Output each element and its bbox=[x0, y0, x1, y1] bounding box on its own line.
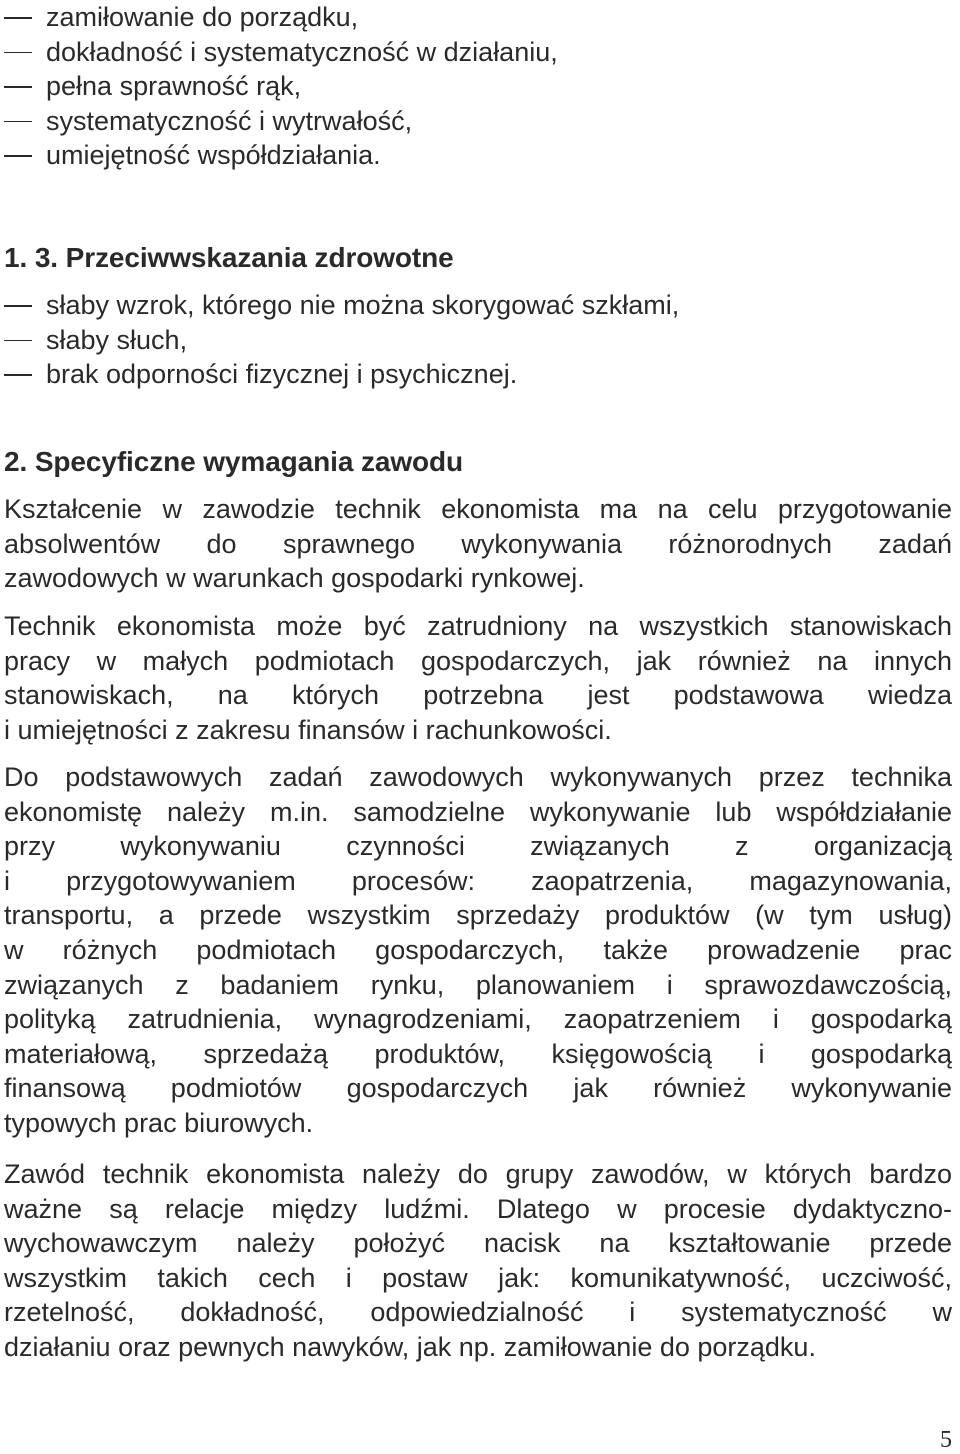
dash-bullet-icon bbox=[4, 155, 32, 157]
list-item-text: dokładność i systematyczność w działaniu, bbox=[46, 36, 558, 67]
dash-bullet-icon bbox=[4, 374, 32, 376]
list-item-text: słaby słuch, bbox=[46, 324, 188, 355]
dash-bullet-icon bbox=[4, 305, 32, 307]
paragraph-employment bbox=[4, 609, 952, 747]
paragraph-line: rzetelność, dokładność, odpowiedzialność i systematyczność w bbox=[4, 1297, 952, 1328]
paragraph-line: materiałową, sprzedażą produktów, księgowością i gospodarką bbox=[4, 1038, 952, 1069]
paragraph-line: wszystkim takich cech i postaw jak: komunikatywność, uczciwość, bbox=[4, 1262, 952, 1293]
paragraph-line: typowych prac biurowych. bbox=[4, 1107, 314, 1138]
section-heading-requirements: 2. Specyficzne wymagania zawodu bbox=[4, 446, 464, 477]
paragraph-line: Zawód technik ekonomista należy do grupy zawodów, w których bardzo bbox=[4, 1159, 952, 1189]
paragraph-line: i umiejętności z zakresu finansów i rachunkowości. bbox=[4, 714, 612, 745]
paragraph-tasks bbox=[4, 760, 952, 1141]
paragraph-line: polityką zatrudnienia, wynagrodzeniami, zaopatrzeniem i gospodarką bbox=[4, 1004, 952, 1035]
section-heading-contraindications: 1. 3. Przeciwwskazania zdrowotne bbox=[4, 242, 454, 273]
list-item-text: systematyczność i wytrwałość, bbox=[46, 105, 413, 136]
paragraph-line: w różnych podmiotach gospodarczych, także prowadzenie prac bbox=[4, 934, 952, 965]
paragraph-line: pracy w małych podmiotach gospodarczych, jak również na innych bbox=[4, 645, 952, 676]
list-item-text: zamiłowanie do porządku, bbox=[46, 2, 359, 32]
dash-bullet-icon bbox=[4, 52, 32, 54]
paragraph-line: ważne są relacje między ludźmi. Dlatego w procesie dydaktyczno- bbox=[4, 1193, 952, 1224]
list-item-text: umiejętność współdziałania. bbox=[46, 140, 381, 170]
paragraph-interpersonal bbox=[4, 1157, 952, 1365]
dash-bullet-icon bbox=[4, 86, 32, 88]
paragraph-education bbox=[4, 492, 952, 596]
paragraph-line: związanych z badaniem rynku, planowaniem i sprawozdawczością, bbox=[4, 969, 952, 1000]
paragraph-line: ekonomistę należy m.in. samodzielne wykonywanie lub współdziałanie bbox=[4, 796, 952, 827]
paragraph-line: Kształcenie w zawodzie technik ekonomista ma na celu przygotowanie bbox=[4, 494, 952, 524]
list-item-text: pełna sprawność rąk, bbox=[46, 71, 302, 101]
paragraph-line: zawodowych w warunkach gospodarki rynkowej. bbox=[4, 563, 585, 594]
page-number: 5 bbox=[940, 1427, 952, 1453]
paragraph-line: finansową podmiotów gospodarczych jak również wykonywanie bbox=[4, 1073, 952, 1104]
dash-bullet-icon bbox=[4, 121, 32, 123]
paragraph-line: wychowawczym należy położyć nacisk na kształtowanie przede bbox=[4, 1228, 952, 1259]
list-item-text: brak odporności fizycznej i psychicznej. bbox=[46, 359, 518, 389]
paragraph-line: transportu, a przede wszystkim sprzedaży produktów (w tym usług) bbox=[4, 900, 952, 931]
paragraph-line: absolwentów do sprawnego wykonywania różnorodnych zadań bbox=[4, 528, 952, 559]
paragraph-line: działaniu oraz pewnych nawyków, jak np. zamiłowanie do porządku. bbox=[4, 1331, 816, 1362]
list-item-text: słaby wzrok, którego nie można skorygować szkłami, bbox=[46, 290, 680, 320]
paragraph-line: Do podstawowych zadań zawodowych wykonywanych przez technika bbox=[4, 762, 952, 792]
paragraph-line: stanowiskach, na których potrzebna jest podstawowa wiedza bbox=[4, 680, 952, 711]
paragraph-line: przy wykonywaniu czynności związanych z organizacją bbox=[4, 831, 952, 862]
paragraph-line: i przygotowywaniem procesów: zaopatrzenia, magazynowania, bbox=[4, 865, 952, 896]
paragraph-line: Technik ekonomista może być zatrudniony na wszystkich stanowiskach bbox=[4, 611, 952, 641]
dash-bullet-icon bbox=[4, 340, 32, 342]
dash-bullet-icon bbox=[4, 17, 32, 19]
